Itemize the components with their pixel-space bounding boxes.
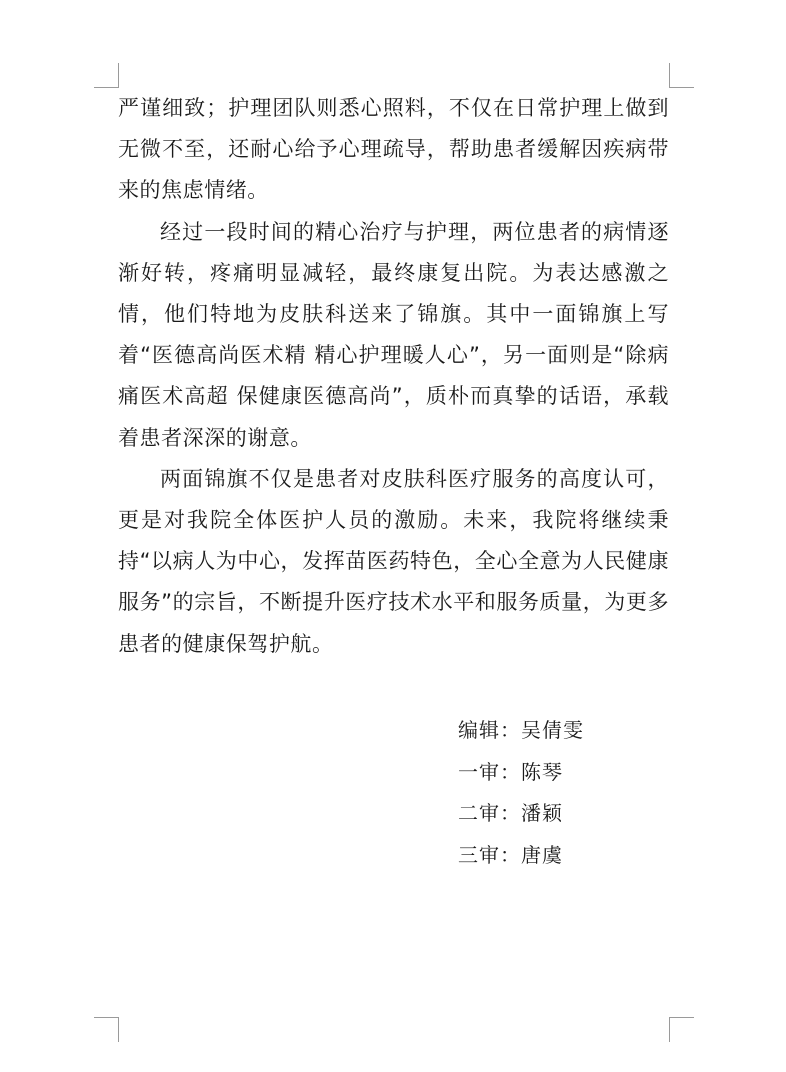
credit-editor: 编辑：吴倩雯 — [458, 718, 584, 742]
editorial-credits — [458, 710, 668, 876]
credit-third-review: 三审：唐虞 — [458, 842, 563, 867]
credit-second-review: 二审：潘颖 — [458, 801, 563, 825]
article-body — [118, 88, 669, 665]
crop-mark-top-right — [669, 63, 694, 88]
paragraph-1: 严谨细致；护理团队则悉心照料，不仅在日常护理上做到无微不至，还耐心给予心理疏导，帮助患者缓解因疾病带来的焦虑情绪。 — [118, 96, 669, 203]
crop-mark-bottom-left — [94, 1017, 119, 1042]
credit-first-review: 一审：陈琴 — [458, 759, 563, 784]
crop-mark-top-left — [94, 63, 119, 88]
paragraph-3: 两面锦旗不仅是患者对皮肤科医疗服务的高度认可，更是对我院全体医护人员的激励。未来，我院将继续秉持“以病人为中心，发挥苗医药特色，全心全意为人民健康服务”的宗旨，不断提升医疗技术水平和服务质量，为更多患者的健康保驾护航。 — [118, 466, 669, 656]
paragraph-2: 经过一段时间的精心治疗与护理，两位患者的病情逐渐好转，疼痛明显减轻，最终康复出院。为表达感激之情，他们特地为皮肤科送来了锦旗。其中一面锦旗上写着“医德高尚医术精 精心护理暖人心”，另一面则是“除病痛医术高超 保健康医德高尚”，质朴而真挚的话语，承载着患者深深的谢意。 — [118, 219, 669, 450]
crop-mark-bottom-right — [669, 1017, 694, 1042]
